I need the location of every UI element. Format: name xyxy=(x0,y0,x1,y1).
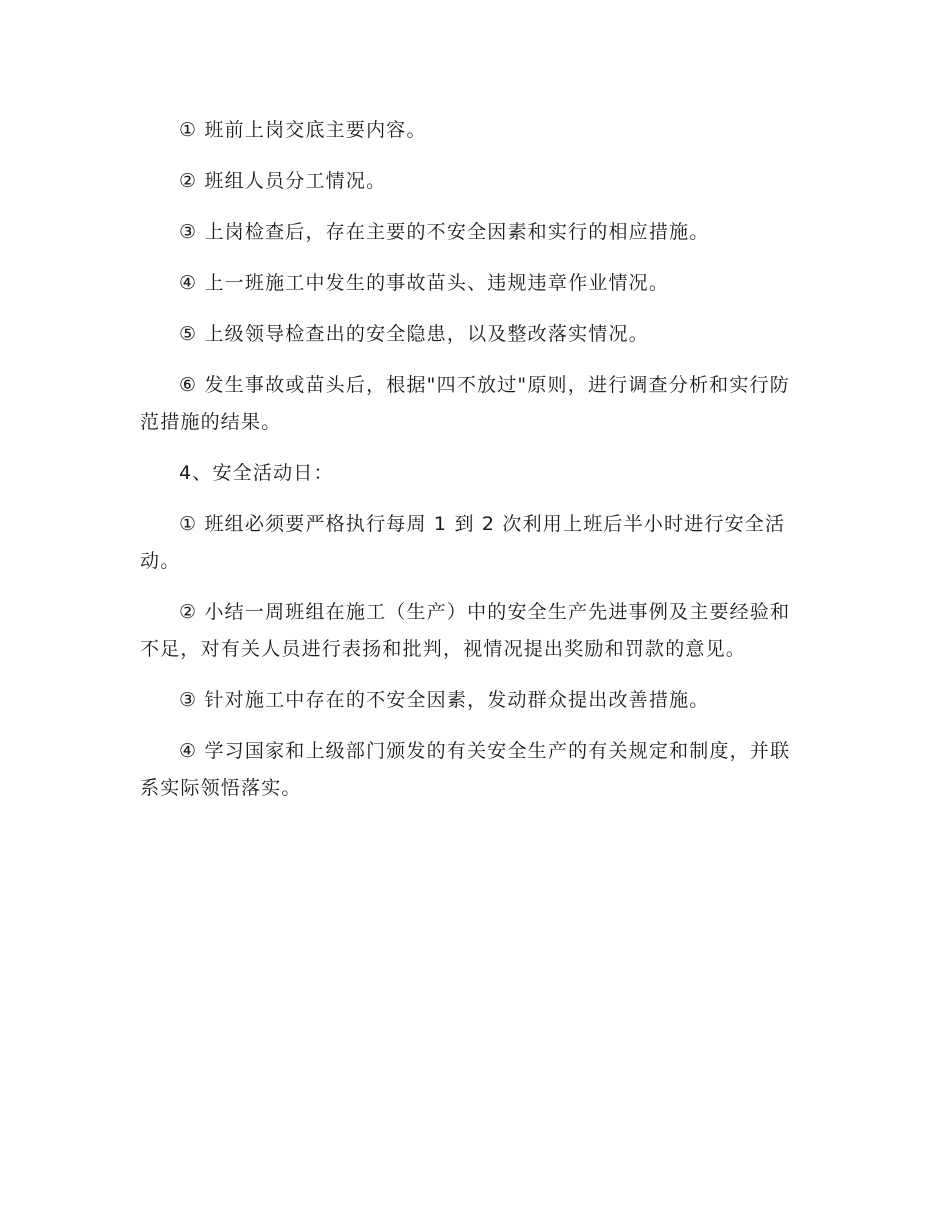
paragraph-study-regulations: ④ 学习国家和上级部门颁发的有关安全生产的有关规定和制度，并联系实际领悟落实。 xyxy=(140,740,791,799)
document-body xyxy=(140,112,805,821)
paragraph-inspection-measures: ③ 上岗检查后，存在主要的不安全因素和实行的相应措施。 xyxy=(179,221,710,243)
paragraph-accident-investigation: ⑥ 发生事故或苗头后，根据"四不放过"原则，进行调查分析和实行防范措施的结果。 xyxy=(140,374,790,433)
paragraph-team-division: ② 班组人员分工情况。 xyxy=(179,170,387,192)
paragraph-weekly-activity: ① 班组必须要严格执行每周 1 到 2 次利用上班后半小时进行安全活动。 xyxy=(140,513,786,572)
paragraph-hazards-rectification: ⑤ 上级领导检查出的安全隐患，以及整改落实情况。 xyxy=(179,323,649,345)
paragraph-previous-shift-incidents: ④ 上一班施工中发生的事故苗头、违规违章作业情况。 xyxy=(179,272,670,294)
paragraph-weekly-summary: ② 小结一周班组在施工（生产）中的安全生产先进事例及主要经验和不足，对有关人员进行表扬和批判，视情况提出奖励和罚款的意见。 xyxy=(140,601,791,660)
paragraph-pre-shift-briefing: ① 班前上岗交底主要内容。 xyxy=(179,119,427,141)
paragraph-improvement-measures: ③ 针对施工中存在的不安全因素，发动群众提出改善措施。 xyxy=(179,689,710,711)
section-heading-safety-day: 4、安全活动日： xyxy=(179,462,334,484)
